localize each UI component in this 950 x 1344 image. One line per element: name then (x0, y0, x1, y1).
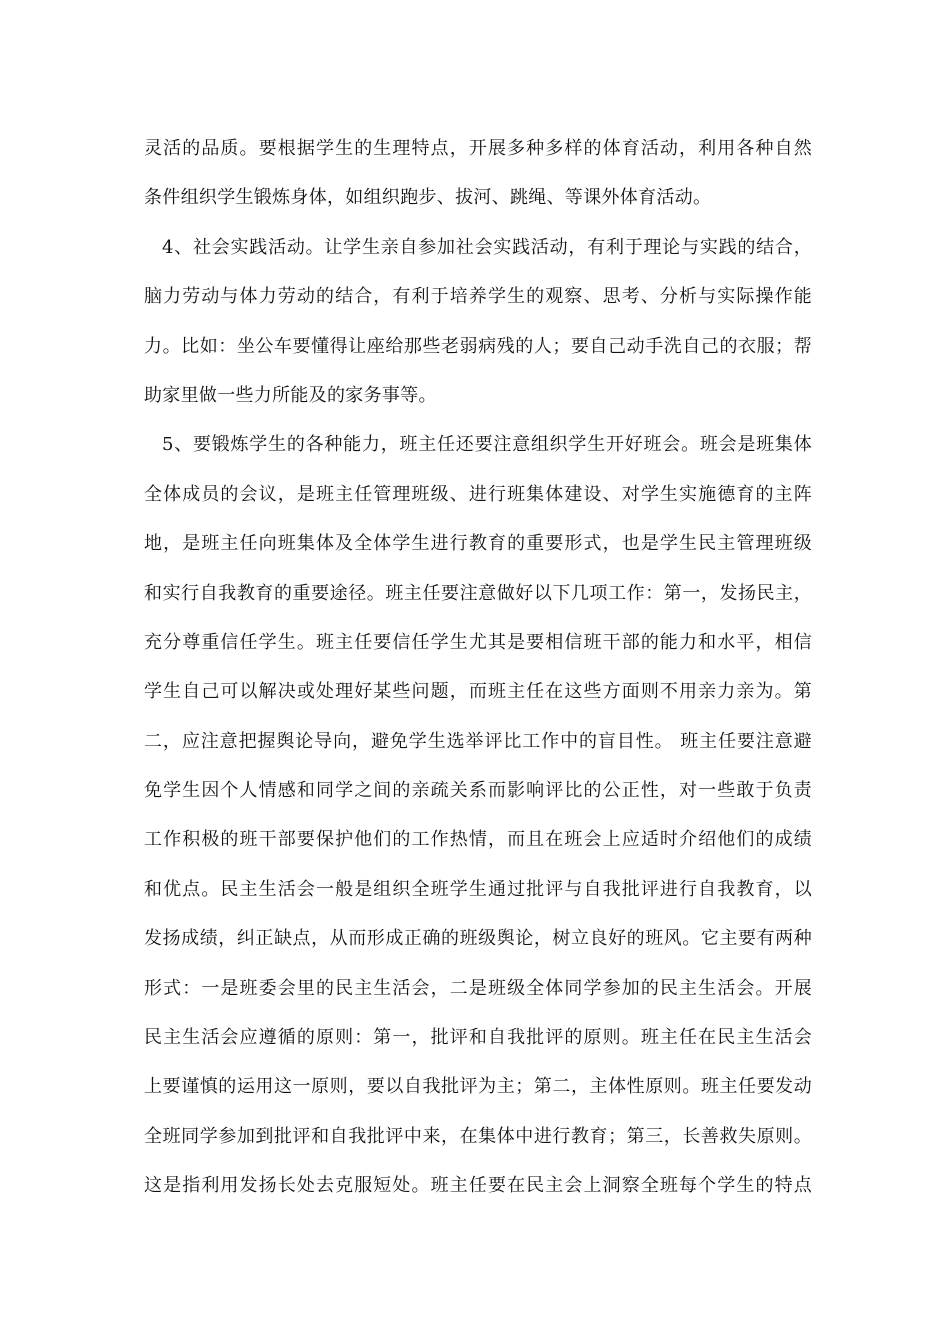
text-line: 灵活的品质。要根据学生的生理特点，开展多种多样的体育活动，利用各种自然 (144, 138, 812, 159)
body-text (144, 124, 812, 1211)
text-line: 民主生活会应遵循的原则：第一，批评和自我批评的原则。班主任在民主生活会 (144, 1027, 812, 1049)
text-line: 助家里做一些力所能及的家务事等。 (144, 384, 437, 406)
text-line: 力。比如：坐公车要懂得让座给那些老弱病残的人；要自己动手洗自己的衣服；帮 (144, 335, 812, 357)
text-line: 形式：一是班委会里的民主生活会，二是班级全体同学参加的民主生活会。开展 (144, 977, 812, 999)
text-line: 学生自己可以解决或处理好某些问题，而班主任在这些方面则不用亲力亲为。第 (144, 681, 812, 703)
text-line: 条件组织学生锻炼身体，如组织跑步、拔河、跳绳、等课外体育活动。 (144, 187, 712, 209)
text-line: 工作积极的班干部要保护他们的工作热情，而且在班会上应适时介绍他们的成绩 (144, 829, 812, 851)
text-line: 发扬成绩，纠正缺点，从而形成正确的班级舆论，树立良好的班风。它主要有两种 (144, 928, 812, 950)
text-line: 全班同学参加到批评和自我批评中来，在集体中进行教育；第三，长善救失原则。 (144, 1125, 812, 1147)
text-line: 这是指利用发扬长处去克服短处。班主任要在民主会上洞察全班每个学生的特点 (144, 1175, 812, 1197)
text-line: 5、要锻炼学生的各种能力，班主任还要注意组织学生开好班会。班会是班集体 (162, 434, 812, 456)
text-line: 二，应注意把握舆论导向，避免学生选举评比工作中的盲目性。 班主任要注意避 (144, 730, 812, 752)
text-line: 免学生因个人情感和同学之间的亲疏关系而影响评比的公正性，对一些敢于负责 (144, 780, 812, 802)
text-line: 和优点。民主生活会一般是组织全班学生通过批评与自我批评进行自我教育，以 (144, 878, 812, 900)
text-line: 脑力劳动与体力劳动的结合，有利于培养学生的观察、思考、分析与实际操作能 (144, 286, 812, 308)
text-line: 上要谨慎的运用这一原则，要以自我批评为主；第二，主体性原则。班主任要发动 (144, 1076, 812, 1098)
text-line: 全体成员的会议，是班主任管理班级、进行班集体建设、对学生实施德育的主阵 (144, 483, 812, 505)
text-line: 4、社会实践活动。让学生亲自参加社会实践活动，有利于理论与实践的结合， (162, 236, 812, 258)
text-line: 充分尊重信任学生。班主任要信任学生尤其是要相信班干部的能力和水平，相信 (144, 631, 812, 653)
text-line: 和实行自我教育的重要途径。班主任要注意做好以下几项工作：第一，发扬民主， (144, 582, 812, 604)
text-line: 地，是班主任向班集体及全体学生进行教育的重要形式，也是学生民主管理班级 (144, 533, 812, 555)
